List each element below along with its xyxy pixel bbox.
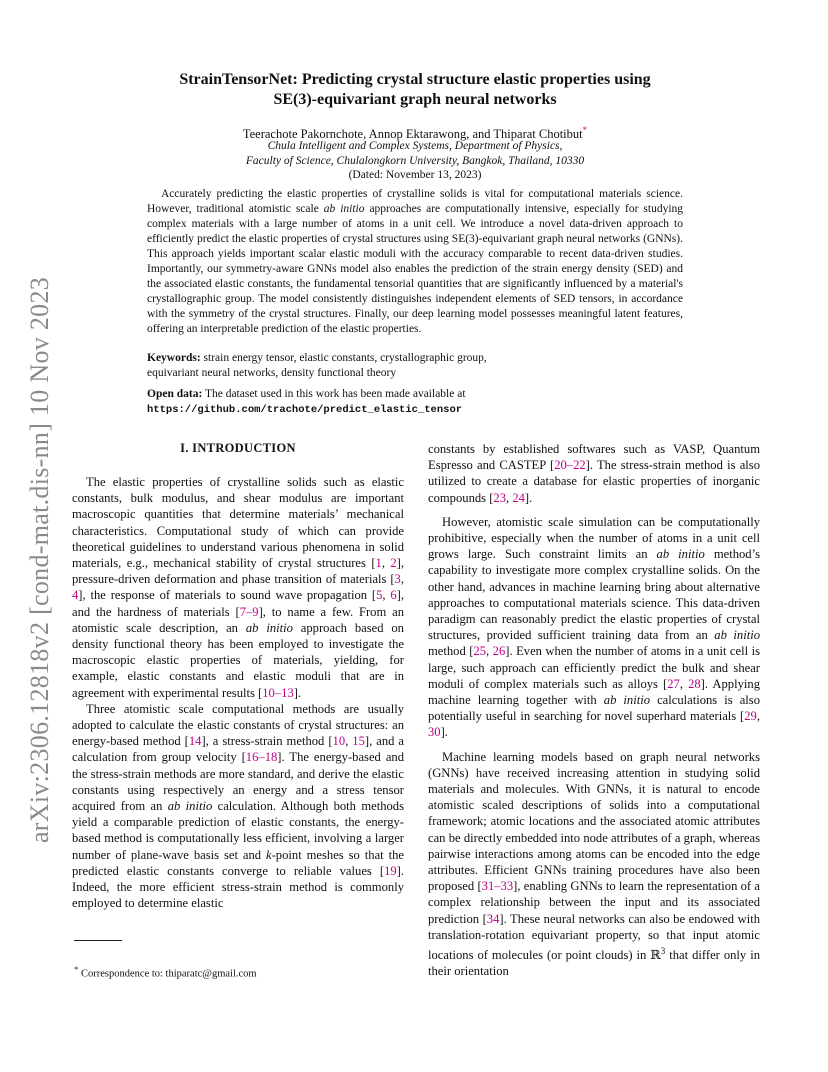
section-heading: I. INTRODUCTION: [180, 441, 296, 455]
correspondence-mark[interactable]: *: [582, 125, 588, 135]
keywords: Keywords: strain energy tensor, elastic constants, crystallographic group, equivariant neural networks, density functional theory: [147, 352, 487, 379]
arxiv-identifier: [20, 240, 60, 880]
footnote-rule: [74, 940, 122, 941]
footnote-text: Correspondence to: thiparatc@gmail.com: [78, 968, 257, 980]
affiliation: [140, 139, 690, 169]
footnote: * Correspondence to: thiparatc@gmail.com: [74, 964, 257, 980]
date-line: (Dated: November 13, 2023): [348, 169, 482, 181]
left-column: [72, 474, 404, 911]
open-data-label: Open data:: [147, 388, 203, 400]
open-data: Open data: The dataset used in this work has been made available at https://github.com/trachote/predict_elastic_tensor: [147, 388, 466, 416]
right-column: [428, 441, 760, 980]
affiliation-line-2: Faculty of Science, Chulalongkorn University, Bangkok, Thailand, 10330: [245, 155, 585, 167]
affiliation-line-1: Chula Intelligent and Complex Systems, Department of Physics,: [267, 140, 563, 152]
paragraph: constants by established softwares such as VASP, Quantum Espresso and CASTEP [20–22]. The stress-strain method is also utilized to create a database for elastic properties of inorganic compounds [23, 24].: [428, 442, 760, 505]
paper-title: [120, 70, 710, 110]
paragraph: However, atomistic scale simulation can be computationally prohibitive, especially when the number of atoms in a unit cell grows large. Such constraint limits an ab initio method’s capability to investigate more complex crystalline solids. On the other hand, advances in machine learning bring about alternative approaches to computational materials science. This data-driven paradigm can reasonably predict the elastic properties of crystal structures, provided sufficient training data from an ab initio method [25, 26]. Even when the number of atoms in a unit cell is large, such approach can efficiently predict the bulk and shear moduli of complex materials such as alloys [27, 28]. Applying machine learning together with ab initio calculations is also potentially useful in searching for novel superhard materials [29, 30].: [428, 514, 760, 740]
abstract: Accurately predicting the elastic properties of crystalline solids is vital for computational materials science. However, traditional atomistic scale ab initio approaches are computationally intensive, especially for studying complex materials with a large number of atoms in a unit cell. We introduce a novel data-driven approach to efficiently predict the elastic properties of crystal structures using SE(3)-equivariant graph neural networks (GNNs). This approach yields important scalar elastic moduli with the accuracy comparable to recent data-driven studies. Importantly, our symmetry-aware GNNs model also enables the prediction of the strain energy density (SED) and the associated elastic constants, the fundamental tensorial quantities that are significantly influenced by a material's crystallographic group. The model consistently distinguishes independent elements of SED tensors, in accordance with the symmetry of the crystal structures. Finally, our deep learning model possesses meaningful latent features, offering an interpretable prediction of the elastic properties.: [147, 188, 684, 335]
keywords-label: Keywords:: [147, 352, 201, 364]
dataset-link[interactable]: https://github.com/trachote/predict_elastic_tensor: [147, 404, 463, 416]
authors-text: Teerachote Pakornchote, Annop Ektarawong, and Thiparat Chotibut: [242, 127, 583, 142]
paragraph: The elastic properties of crystalline solids such as elastic constants, bulk modulus, and shear modulus are important macroscopic quantities that determine materials’ mechanical characteristics. Computational study of which can provide theoretical guidelines to understand various phenomena in solid materials, e.g., mechanical stability of crystal structures [1, 2], pressure-driven deformation and phase transition of materials [3, 4], the response of materials to sound wave propagation [5, 6], and the hardness of materials [7–9], to name a few. From an atomistic scale description, an ab initio approach based on density functional theory has been employed to investigate the macroscopic elastic properties of materials, yielding, for example, elastic constants and elastic moduli that are in agreement with experimental results [10–13].: [72, 475, 405, 700]
title-line-1: StrainTensorNet: Predicting crystal structure elastic properties using: [179, 71, 651, 88]
paragraph: Three atomistic scale computational methods are usually adopted to calculate the elastic constants of crystal structures: an energy-based method [14], a stress-strain method [10, 15], and a calculation from group velocity [16–18]. The energy-based and the stress-strain methods are more standard, and derive the elastic constants using respectively an energy and a stress tensor acquired from an ab initio calculation. Although both methods yield a comparable prediction of elastic constants, the energy-based method is computationally less efficient, involving a larger number of plane-wave basis set and k-point meshes so that the predicted elastic constants converge to reliable values [19]. Indeed, the more efficient stress-strain method is commonly employed to determine elastic: [72, 701, 405, 911]
arxiv-identifier-text: arXiv:2306.12818v2 [cond-mat.dis-nn] 10 Nov 2023: [25, 276, 54, 844]
title-line-2: SE(3)-equivariant graph neural networks: [273, 91, 557, 108]
paragraph: Machine learning models based on graph neural networks (GNNs) have received increasing attention in studying solid materials and molecules. With GNNs, it is natural to encode atomistic scaled descriptions of solids into a computational framework; atomic locations and the associated atomic attributes can be directly embedded into node attributes of a graph, whereas pairwise interactions among atoms can be encoded into the edge attributes. Efficient GNNs training procedures have also been proposed [31–33], enabling GNNs to learn the representation of a complex relationship between the input and its associated prediction [34]. These neural networks can also be endowed with translation-rotation equivariant property, so that input atomic locations of molecules (or point clouds) in ℝ$^3$ that differ only in their orientation: [428, 749, 761, 979]
